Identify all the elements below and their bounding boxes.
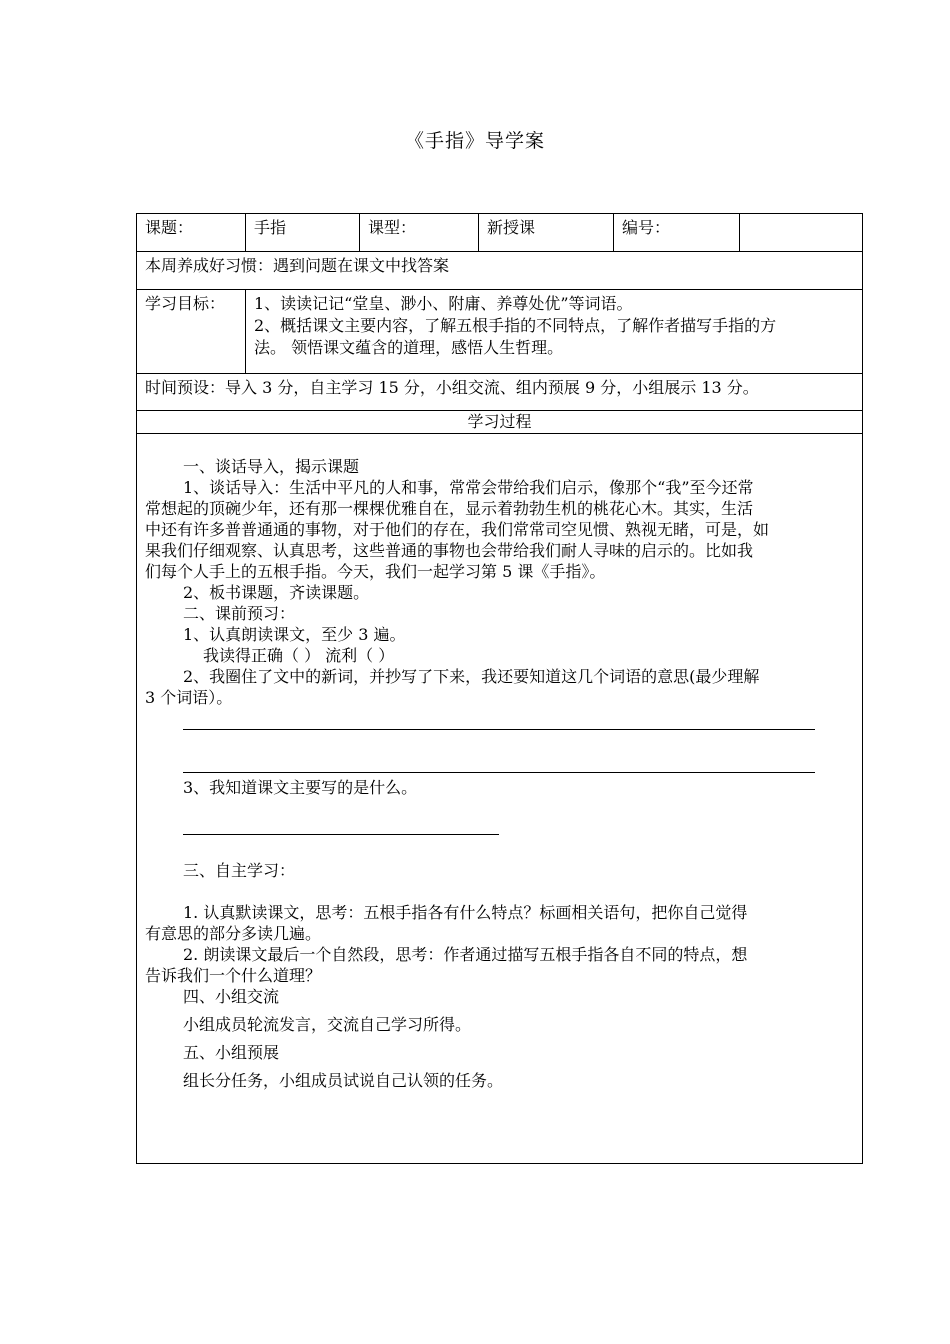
header-row	[137, 214, 862, 252]
group-preview-text: 组长分任务，小组成员试说自己认领的任务。	[183, 1071, 504, 1090]
goals-content	[246, 290, 862, 373]
board-title-step: 2、板书课题，齐读课题。	[183, 583, 370, 602]
self-study-q1-line-1: 1. 认真默读课文，思考：五根手指各有什么特点？标画相关语句，把你自己觉得	[183, 903, 748, 922]
learning-process	[137, 434, 862, 1163]
type-value: 新授课	[479, 214, 614, 251]
self-study-q2-line-2: 告诉我们一个什么道理？	[145, 966, 322, 985]
number-label: 编号：	[614, 214, 740, 251]
goals-row	[137, 290, 862, 374]
goal-line-3: 法。 领悟课文蕴含的道理，感悟人生哲理。	[254, 338, 564, 357]
topic-label: 课题：	[137, 214, 246, 251]
habit-row	[137, 252, 862, 290]
type-label: 课型：	[360, 214, 479, 251]
habit-text: 本周养成好习惯：遇到问题在课文中找答案	[145, 256, 450, 275]
intro-line-2: 常想起的顶碗少年，还有那一棵棵优雅自在，显示着勃勃生机的桃花心木。其实，生活	[145, 499, 754, 518]
section-2-title: 二、课前预习：	[183, 604, 296, 623]
read-aloud-step: 1、认真朗读课文，至少 3 遍。	[183, 625, 406, 644]
self-study-q2-line-1: 2. 朗读课文最后一个自然段，思考：作者通过描写五根手指各自不同的特点，想	[183, 945, 748, 964]
time-plan-text: 时间预设：导入 3 分，自主学习 15 分，小组交流、组内预展 9 分，小组展示 13 分。	[145, 378, 759, 397]
self-study-q1-line-2: 有意思的部分多读几遍。	[145, 924, 322, 943]
intro-line-3: 中还有许多普普通通的事物，对于他们的存在，我们常常司空见惯、熟视无睹，可是，如	[145, 520, 770, 539]
process-heading-row	[137, 411, 862, 434]
section-1-title: 一、谈话导入，揭示课题	[183, 457, 360, 476]
goal-line-2: 2、概括课文主要内容，了解五根手指的不同特点，了解作者描写手指的方	[254, 316, 777, 335]
answer-blank-line-2	[183, 772, 815, 773]
study-guide-table	[136, 213, 863, 1164]
section-4-title: 四、小组交流	[183, 987, 280, 1006]
section-5-title: 五、小组预展	[183, 1043, 280, 1062]
intro-line-4: 果我们仔细观察、认真思考，这些普通的事物也会带给我们耐人寻味的启示的。比如我	[145, 541, 754, 560]
goals-label: 学习目标：	[137, 290, 246, 373]
main-content-question: 3、我知道课文主要写的是什么。	[183, 778, 418, 797]
answer-blank-line-3	[183, 834, 499, 835]
section-3-title: 三、自主学习：	[183, 861, 296, 880]
reading-check: 我读得正确（ ） 流利（ ）	[203, 646, 395, 665]
number-value	[740, 214, 862, 251]
answer-blank-line-1	[183, 729, 815, 730]
intro-line-5: 们每个人手上的五根手指。今天，我们一起学习第 5 课《手指》。	[145, 562, 606, 581]
new-words-line-2: 3 个词语）。	[145, 688, 233, 707]
group-exchange-text: 小组成员轮流发言，交流自己学习所得。	[183, 1015, 472, 1034]
document-title: 《手指》导学案	[404, 130, 545, 152]
process-heading: 学习过程	[467, 412, 532, 431]
goal-line-1: 1、读读记记“堂皇、渺小、附庸、养尊处优”等词语。	[254, 294, 633, 313]
intro-line-1: 1、谈话导入：生活中平凡的人和事，常常会带给我们启示，像那个“我”至今还常	[183, 478, 754, 497]
new-words-line-1: 2、我圈住了文中的新词，并抄写了下来，我还要知道这几个词语的意思(最少理解	[183, 667, 760, 686]
topic-value: 手指	[246, 214, 360, 251]
time-plan-row	[137, 374, 862, 411]
